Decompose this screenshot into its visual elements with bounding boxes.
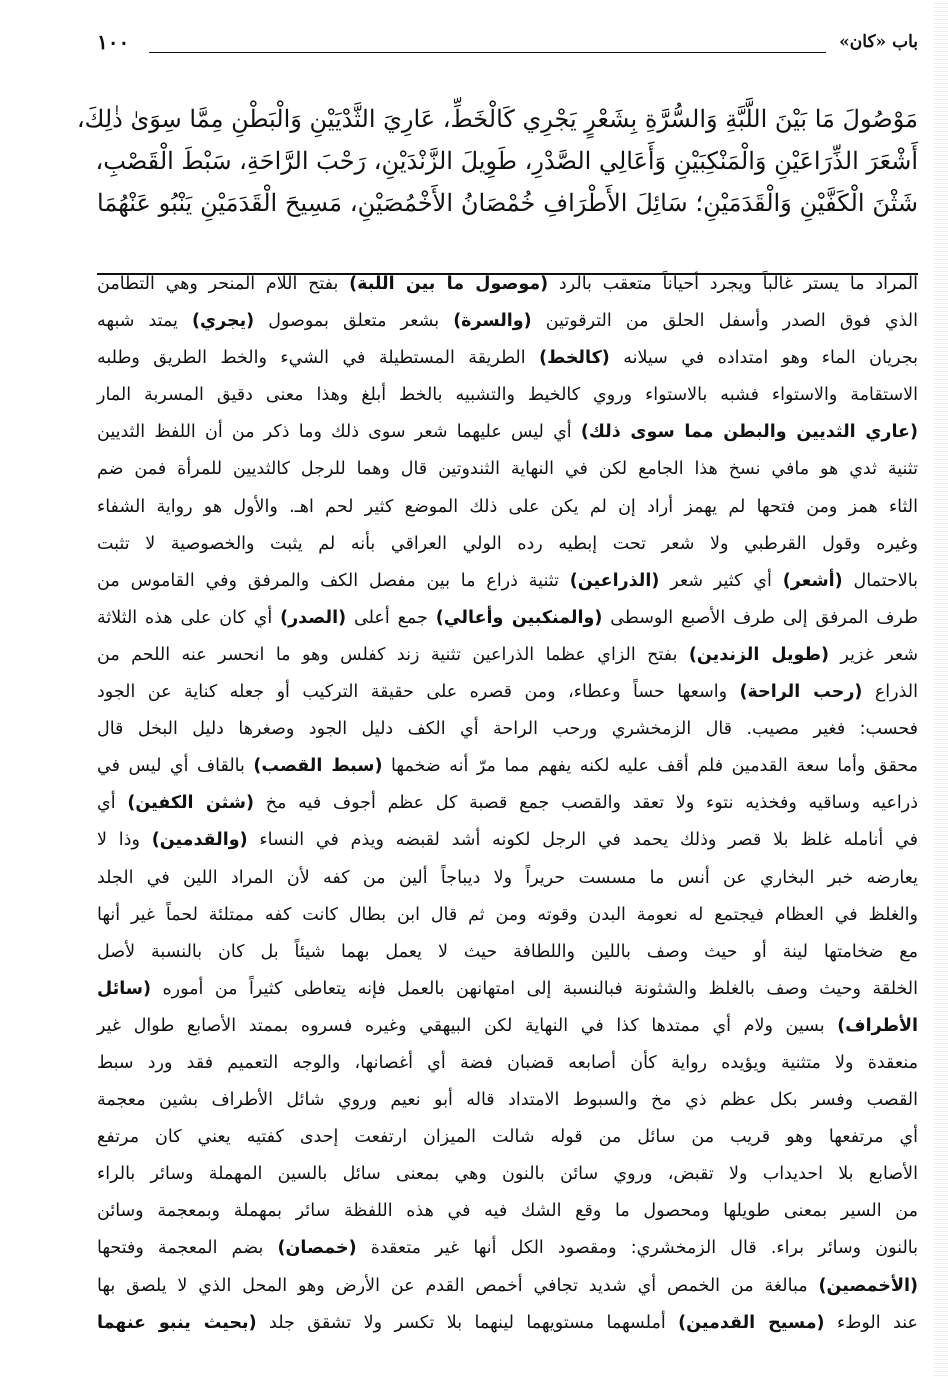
- commentary-line: [97, 971, 918, 1008]
- commentary-line: [97, 934, 918, 971]
- commentary-segment: عند الوطء: [824, 1312, 918, 1333]
- commentary-line: [97, 637, 918, 674]
- commentary-line: [97, 822, 918, 859]
- hadith-text: [76, 98, 918, 224]
- commentary-segment: تثنية ثدي هو مافي نسخ هذا الجامع لكن في النهاية الثندوتين قال وهما للرجل كالثديين للمرأة فمن ضم: [97, 459, 918, 480]
- commentary-segment: أي: [97, 793, 128, 814]
- commentary-segment: مع ضخامتها لينة أو حيث وصف باللين واللطافة حيث لا يعمل بهما شيئاً بل كان بالنسبة لأصل: [97, 941, 918, 962]
- commentary-segment: محقق وأما سعة القدمين فلم أقف عليه لكنه يفهم مما مرّ أنه ضخمها: [382, 756, 919, 777]
- commentary-segment: مبالغة من الخمص أي شديد تجافي أخمص القدم عن الأرض وهو المحل الذي لا يلصق بها: [97, 1275, 819, 1296]
- commentary-segment: ذراعيه وساقيه وفخذيه نتوء ولا تعقد والقصب جمع قصبة كل عظم أجوف فيه مخ: [253, 793, 918, 814]
- commentary-segment: الثاء همز ومن فتحها لم يهمز أراد إن لم يكن على ذلك الموضع كثير لحم اهـ. والأول هو رواية الشفاء: [97, 496, 918, 517]
- commentary-segment: القصب وفسر بكل عظم ذي مخ والسبوط الامتداد قاله أبو نعيم وروي شائل الأطراف بشين معجمة: [97, 1090, 918, 1111]
- commentary-line: [97, 785, 918, 822]
- quoted-term: (مسيح القدمين): [678, 1312, 825, 1333]
- hadith-line: شَثْنَ الْكَفَّيْنِ وَالْقَدَمَيْنِ؛ سَائِلَ الأَطْرَافِ خُمْصَانُ الأَخْمُصَيْنِ، مَسِيحَ الْقَدَمَيْنِ يَنْبُو عَنْهُمَا: [97, 189, 918, 217]
- quoted-term: (الذراعين): [569, 570, 660, 591]
- commentary-line: [97, 1082, 918, 1119]
- commentary-segment: تثنية ذراع ما بين مفصل الكف والمرفق وفي القاموس من: [97, 570, 570, 591]
- commentary-segment: أي كان على هذه الثلاثة: [97, 607, 281, 628]
- commentary-line: [97, 303, 918, 340]
- commentary-segment: بشعر متعلق بموصول: [254, 311, 454, 332]
- quoted-term: (سائل: [97, 978, 151, 999]
- commentary-segment: وغيره وقول القرطبي ولا شعر تحت إبطيه رده الولي العراقي بأنه لم يثبت والخصوصية لا تثبت: [97, 533, 918, 554]
- commentary-segment: شعر غزير: [828, 644, 918, 665]
- commentary-line: [97, 377, 918, 414]
- commentary-segment: جمع أعلى: [346, 607, 436, 628]
- commentary-line: [97, 1008, 918, 1045]
- commentary-line: [97, 414, 918, 451]
- quoted-term: (والقدمين): [151, 830, 248, 851]
- hadith-line: أَشْعَرَ الذِّرَاعَيْنِ وَالْمَنْكِبَيْنِ وَأَعَالِي الصَّدْرِ، طَوِيلَ الزَّنْدَيْنِ، رَحْبَ الرَّاحَةِ، سَبْطَ الْقَصْبِ،: [95, 147, 918, 175]
- quoted-term: (عاري الثديين والبطن مما سوى ذلك): [580, 422, 919, 443]
- commentary-segment: الخلقة وحيث وصف بالغلظ والشثونة فبالنسبة إلى امتهانهن بالعمل فإنه يتعاطى كثيراً من أموره: [150, 978, 918, 999]
- commentary-line: [97, 860, 918, 897]
- commentary-line: [97, 563, 918, 600]
- commentary-line: [97, 1045, 918, 1082]
- header-rule: [149, 52, 826, 53]
- quoted-term: (رحب الراحة): [739, 682, 863, 703]
- quoted-term: (موصول ما بين اللبة): [349, 274, 549, 294]
- scan-edge: [934, 0, 948, 1379]
- commentary-line: [97, 1230, 918, 1267]
- quoted-term: (خمصان): [277, 1238, 357, 1259]
- page-header: [97, 30, 918, 64]
- commentary-segment: يعارضه خبر البخاري عن أنس ما مسست حريراً ولا ديباجاً ألين من كفه لأن المراد اللين في الجلد: [97, 867, 918, 888]
- commentary-segment: بالقاف أي ليس في: [97, 756, 254, 777]
- commentary-segment: بالنون وسائر براء. قال الزمخشري: ومقصود الكل أنها غير متعقدة: [356, 1238, 918, 1259]
- commentary-segment: الأصابع بلا احديداب ولا تقبض، وروي سائن بالنون وهي بمعنى سائل بالسين المهملة وسائر بالراء: [97, 1164, 918, 1185]
- quoted-term: (طويل الزندين): [688, 644, 829, 665]
- quoted-term: (يجري): [192, 311, 255, 332]
- commentary-segment: بضم المعجمة وفتحها: [97, 1238, 278, 1259]
- commentary-segment: وذا لا: [97, 830, 152, 851]
- commentary-segment: أي مرتفعها وهو قريب من سائل من قوله شالت الميزان ارتفعت إحدى كفتيه يعني كان مرتفع: [97, 1127, 918, 1148]
- quoted-term: (والمنكبين وأعالي): [435, 607, 603, 628]
- quoted-term: (بحيث ينبو عنهما: [97, 1312, 257, 1333]
- commentary-segment: الطريقة المستطيلة في الشيء والخط الطريق وطلبه: [97, 348, 540, 369]
- commentary-line: [97, 897, 918, 934]
- commentary-line: [97, 340, 918, 377]
- commentary-segment: يمتد شبهه: [97, 311, 193, 332]
- commentary-segment: في أنامله غلظ بلا قصر وذلك يحمد في الرجل لكونه أشد لقبضه ويذم في النساء: [247, 830, 918, 851]
- commentary-segment: طرف المرفق إلى طرف الأصبع الوسطى: [602, 607, 918, 628]
- commentary-line: [97, 266, 918, 303]
- hadith-line: مَوْصُولَ مَا بَيْنَ اللَّبَّةِ وَالسُّرَّةِ بِشَعْرٍ يَجْرِي كَالْخَطِّ، عَارِيَ الثَّدْيَيْنِ وَالْبَطْنِ مِمَّا سِوَىٰ ذٰلِكَ،: [76, 105, 918, 133]
- page-number: ١٠٠: [97, 30, 130, 54]
- commentary-segment: أي ليس عليهما شعر سوى ذلك وما ذكر من أن اللفظ الثديين: [97, 422, 581, 443]
- quoted-term: الأطراف): [837, 1015, 918, 1036]
- commentary-line: [97, 1156, 918, 1193]
- quoted-term: (الأخمصين): [818, 1275, 918, 1296]
- commentary-line: [97, 600, 918, 637]
- quoted-term: (والسرة): [453, 311, 532, 332]
- commentary-segment: والغلظ في العظام فيجتمع له نعومة البدن وقوته ومن ثم قال ابن بطال كانت كفه ممتلئة لحماً غير أنها: [97, 904, 918, 925]
- quoted-term: (كالخط): [539, 348, 610, 369]
- commentary-segment: بالاحتمال: [842, 570, 918, 591]
- commentary-line: [97, 1305, 918, 1342]
- commentary-segment: فحسب: فغير مصيب. قال الزمخشري ورحب الراحة أي الكف دليل الجود وصغرها دليل البخل قال: [97, 719, 918, 740]
- commentary-line: [97, 1193, 918, 1230]
- commentary-line: [97, 674, 918, 711]
- quoted-term: (أشعر): [782, 570, 843, 591]
- commentary-segment: من السير بمعنى طويلها ومحصول ما وقع الشك فيه في هذه اللفظة سائر بمهملة وبمعجمة وسائن: [97, 1201, 918, 1222]
- commentary-segment: بسين ولام أي ممتدها كذا في النهاية لكن البيهقي وغيره فسروه بممتد الأصابع طوال غير: [97, 1015, 838, 1036]
- commentary-line: [97, 489, 918, 526]
- quoted-term: (شثن الكفين): [127, 793, 254, 814]
- commentary-text: [97, 266, 918, 1342]
- commentary-segment: الذراع: [862, 682, 919, 703]
- commentary-line: [97, 711, 918, 748]
- commentary-line: [97, 1268, 918, 1305]
- commentary-segment: الاستقامة والاستواء فشبه بالاستواء وروي كالخيط والتشبيه بالخط أبلغ وهذا معنى دقيق المسربة المار: [97, 385, 918, 406]
- commentary-line: [97, 1119, 918, 1156]
- commentary-segment: أي كثير شعر: [659, 570, 783, 591]
- commentary-segment: الذي فوق الصدر وأسفل الحلق من الترقوتين: [531, 311, 918, 332]
- commentary-segment: واسعها حساً وعطاء، ومن قصره على حقيقة التركيب أو جعله كناية عن الجود: [97, 682, 740, 703]
- commentary-segment: المراد ما يستر غالباً ويجرد أحياناً متعقب بالرد: [548, 274, 918, 294]
- commentary-segment: بفتح اللام المنحر وهي التطامن: [97, 274, 350, 294]
- commentary-line: [97, 526, 918, 563]
- commentary-segment: بجريان الماء وهو امتداده في سيلانه: [609, 348, 918, 369]
- quoted-term: (الصدر): [280, 607, 347, 628]
- commentary-segment: بفتح الزاي عظما الذراعين تثنية زند كفلس وهو ما انحسر عنه اللحم من: [97, 644, 689, 665]
- commentary-line: [97, 748, 918, 785]
- quoted-term: (سبط القصب): [253, 756, 383, 777]
- commentary-line: [97, 451, 918, 488]
- commentary-segment: أملسهما مستويهما لينهما بلا تكسر ولا تشقق جلد: [256, 1312, 679, 1333]
- chapter-title: باب «كان»: [839, 32, 918, 52]
- commentary-segment: منعقدة ولا متثنية ويؤيده رواية كأن أصابعه قضبان فضة أي أغصانها، والوجه التعميم فقد ورد سبط: [97, 1052, 918, 1073]
